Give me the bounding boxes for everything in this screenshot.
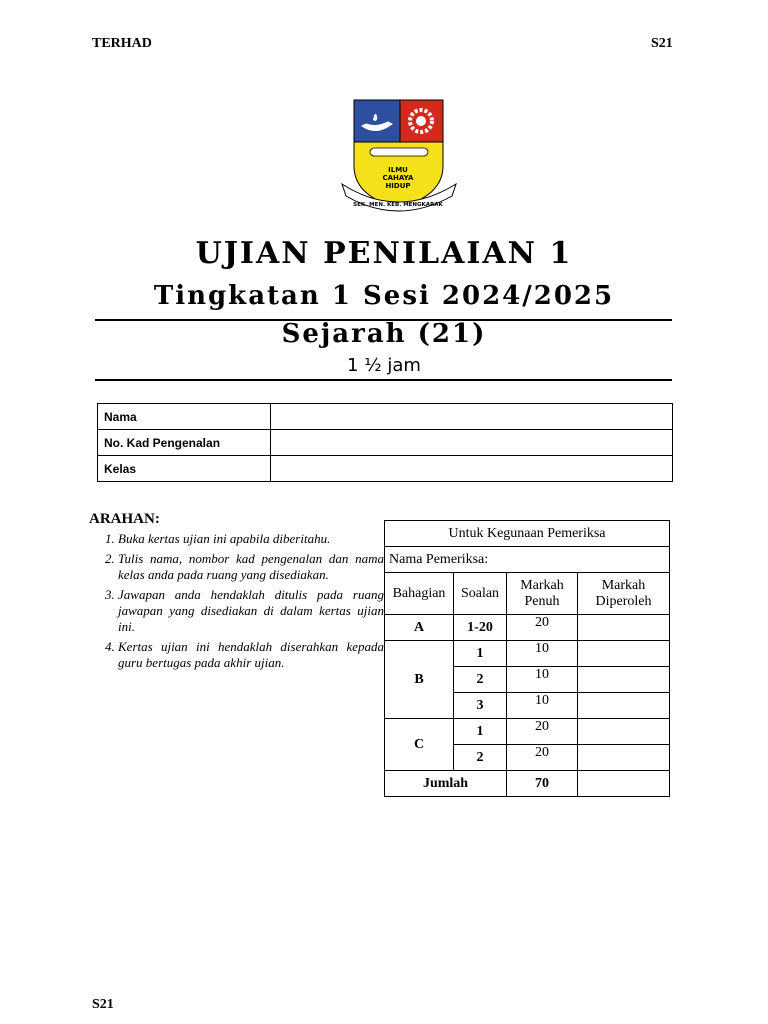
jumlah-value: 70	[507, 771, 578, 797]
section-c-soalan: 1	[454, 719, 507, 745]
section-b-penuh: 10	[507, 693, 578, 719]
score-cell[interactable]	[578, 719, 670, 745]
section-c-soalan: 2	[454, 745, 507, 771]
section-b-penuh: 10	[507, 667, 578, 693]
divider-bottom	[95, 379, 672, 381]
motto-line2: CAHAYA	[382, 174, 414, 182]
section-b-label: B	[385, 641, 454, 719]
name-field[interactable]	[271, 404, 673, 430]
section-a-penuh: 20	[507, 615, 578, 641]
section-b-soalan: 1	[454, 641, 507, 667]
section-a-soalan: 1-20	[454, 615, 507, 641]
header-bahagian: Bahagian	[385, 573, 454, 615]
section-b-penuh: 10	[507, 641, 578, 667]
examiner-name-field[interactable]: Nama Pemeriksa:	[385, 547, 670, 573]
footer-code: S21	[92, 997, 114, 1012]
score-cell[interactable]	[578, 667, 670, 693]
section-c-penuh: 20	[507, 719, 578, 745]
score-cell[interactable]	[578, 745, 670, 771]
info-row-nama	[98, 404, 673, 430]
header-terhad: TERHAD	[92, 36, 152, 51]
instruction-item: 3. Jawapan anda hendaklah ditulis pada ruang jawapan yang disediakan di dalam kertas ujian ini.	[118, 587, 384, 635]
school-crest-logo	[340, 96, 458, 214]
info-label: No. Kad Pengenalan	[98, 430, 271, 456]
jumlah-label: Jumlah	[385, 771, 507, 797]
subject-title: Sejarah (21)	[281, 319, 487, 349]
section-b-soalan: 3	[454, 693, 507, 719]
instructions-list	[90, 531, 384, 675]
header-soalan: Soalan	[454, 573, 507, 615]
info-row-ic	[98, 430, 673, 456]
ribbon-text: SEK. MEN. KEB. MENGKARAK	[353, 202, 443, 208]
section-c-label: C	[385, 719, 454, 771]
info-row-kelas	[98, 456, 673, 482]
instruction-item: 2. Tulis nama, nombor kad pengenalan dan nama kelas anda pada ruang yang disediakan.	[118, 551, 384, 583]
duration: 1 ½ jam	[347, 355, 421, 376]
motto-line3: HIDUP	[385, 182, 411, 190]
exam-subtitle: Tingkatan 1 Sesi 2024/2025	[153, 281, 615, 311]
info-label: Kelas	[98, 456, 271, 482]
section-c-penuh: 20	[507, 745, 578, 771]
instructions-title: ARAHAN:	[89, 511, 160, 527]
header-code: S21	[651, 36, 673, 51]
section-b-soalan: 2	[454, 667, 507, 693]
header-markah-penuh: Markah Penuh	[507, 573, 578, 615]
examiner-table-title: Untuk Kegunaan Pemeriksa	[385, 521, 670, 547]
instruction-item: 1. Buka kertas ujian ini apabila diberitahu.	[118, 531, 384, 547]
exam-title: UJIAN PENILAIAN 1	[195, 236, 573, 271]
ic-number-field[interactable]	[271, 430, 673, 456]
examiner-table	[384, 520, 670, 797]
section-a-label: A	[385, 615, 454, 641]
score-cell[interactable]	[578, 615, 670, 641]
score-cell[interactable]	[578, 693, 670, 719]
motto-line1: ILMU	[388, 166, 408, 174]
score-cell[interactable]	[578, 641, 670, 667]
total-score-cell[interactable]	[578, 771, 670, 797]
header-markah-diperoleh: Markah Diperoleh	[578, 573, 670, 615]
student-info-table	[97, 403, 673, 482]
class-field[interactable]	[271, 456, 673, 482]
info-label: Nama	[98, 404, 271, 430]
instruction-item: 4. Kertas ujian ini hendaklah diserahkan kepada guru bertugas pada akhir ujian.	[118, 639, 384, 671]
